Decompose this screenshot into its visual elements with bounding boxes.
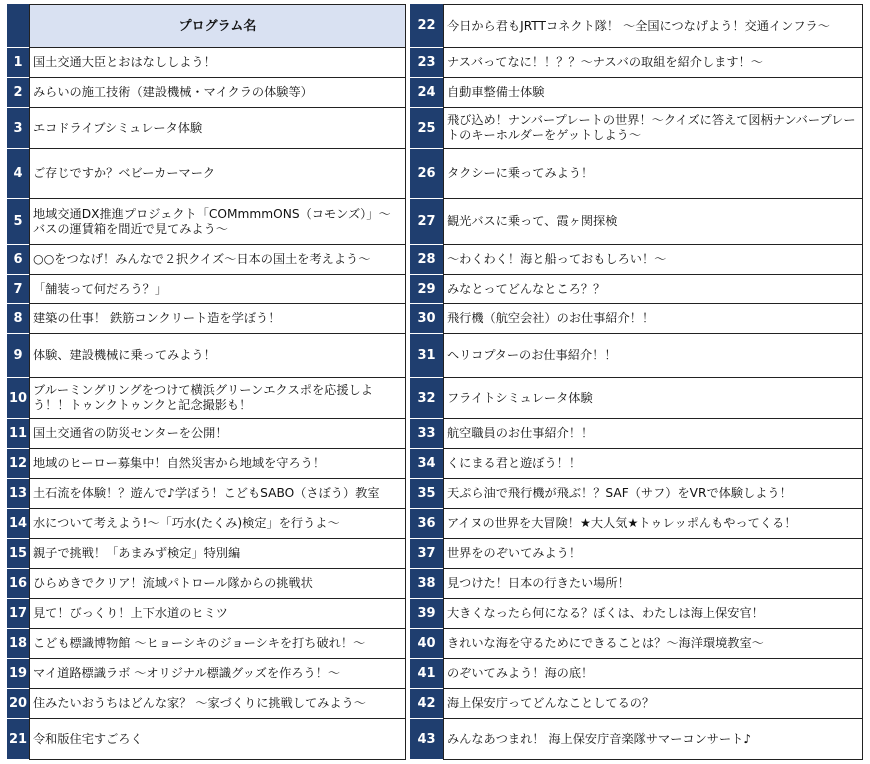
program-name: 国土交通大臣とおはなししよう！ (29, 48, 406, 78)
row-number: 16 (7, 569, 29, 599)
program-name: くにまる君と遊ぼう！！ (443, 449, 863, 479)
row-number: 25 (410, 108, 443, 149)
table-row (410, 659, 863, 689)
table-row (410, 509, 863, 539)
program-name: のぞいてみよう！海の底！ (443, 659, 863, 689)
program-name: 海上保安庁ってどんなことしてるの？ (443, 689, 863, 719)
table-row (410, 245, 863, 275)
program-name: アイヌの世界を大冒険！★大人気★トゥレッポんもやってくる！ (443, 509, 863, 539)
row-number: 22 (410, 4, 443, 48)
row-number: 6 (7, 245, 29, 275)
program-table (7, 4, 863, 760)
row-number: 2 (7, 78, 29, 108)
row-number: 36 (410, 509, 443, 539)
row-number: 28 (410, 245, 443, 275)
row-number: 35 (410, 479, 443, 509)
program-name: ナスバってなに！！？？～ナスバの取組を紹介します！～ (443, 48, 863, 78)
table-header-row (7, 4, 406, 48)
table-row (410, 108, 863, 149)
program-name: 世界をのぞいてみよう！ (443, 539, 863, 569)
program-name: 国土交通省の防災センターを公開！ (29, 419, 406, 449)
row-number: 39 (410, 599, 443, 629)
table-row (410, 304, 863, 334)
table-row (410, 4, 863, 48)
row-number: 19 (7, 659, 29, 689)
program-name: ご存じですか？ベビーカーマーク (29, 149, 406, 199)
program-name: マイ道路標識ラボ ～オリジナル標識グッズを作ろう！～ (29, 659, 406, 689)
row-number: 23 (410, 48, 443, 78)
program-name: きれいな海を守るためにできることは？～海洋環境教室～ (443, 629, 863, 659)
table-row (7, 275, 406, 304)
program-name: 令和版住宅すごろく (29, 719, 406, 760)
program-name: 大きくなったら何になる？ぼくは、わたしは海上保安官！ (443, 599, 863, 629)
table-row (7, 479, 406, 509)
program-name: エコドライブシミュレータ体験 (29, 108, 406, 149)
program-name: 観光バスに乗って、霞ヶ関探検 (443, 199, 863, 245)
program-name: 今日から君もJRTTコネクト隊！ ～全国につなげよう！交通インフラ～ (443, 4, 863, 48)
program-name: ○○をつなげ！みんなで２択クイズ～日本の国土を考えよう～ (29, 245, 406, 275)
header-title: プログラム名 (29, 4, 406, 48)
table-row (7, 599, 406, 629)
program-name: 天ぷら油で飛行機が飛ぶ！？SAF（サフ）をVRで体験しよう！ (443, 479, 863, 509)
program-name: 親子で挑戦！「あまみず検定」特別編 (29, 539, 406, 569)
program-name: 体験、建設機械に乗ってみよう！ (29, 334, 406, 378)
table-row (410, 719, 863, 760)
program-name: 地域交通DX推進プロジェクト「COMmmmONS（コモンズ）」～バスの運賃箱を間近で見てみよう～ (29, 199, 406, 245)
row-number: 38 (410, 569, 443, 599)
row-number: 24 (410, 78, 443, 108)
program-name: 自動車整備士体験 (443, 78, 863, 108)
program-name: 地域のヒーロー募集中！自然災害から地域を守ろう！ (29, 449, 406, 479)
program-name: 見て！びっくり！上下水道のヒミツ (29, 599, 406, 629)
program-name: ブルーミングリングをつけて横浜グリーンエクスポを応援しよう！！トゥンクトゥンクと記念撮影も！ (29, 378, 406, 419)
table-row (410, 78, 863, 108)
table-row (7, 108, 406, 149)
row-number: 3 (7, 108, 29, 149)
table-row (410, 149, 863, 199)
row-number: 13 (7, 479, 29, 509)
program-name: 建築の仕事！ 鉄筋コンクリート造を学ぼう！ (29, 304, 406, 334)
program-name: ～わくわく！海と船っておもしろい！～ (443, 245, 863, 275)
table-row (7, 334, 406, 378)
row-number: 32 (410, 378, 443, 419)
table-row (7, 719, 406, 760)
table-row (7, 449, 406, 479)
table-row (410, 479, 863, 509)
program-name: 見つけた！日本の行きたい場所！ (443, 569, 863, 599)
row-number: 14 (7, 509, 29, 539)
row-number: 31 (410, 334, 443, 378)
table-row (7, 629, 406, 659)
table-row (7, 199, 406, 245)
row-number: 30 (410, 304, 443, 334)
row-number: 43 (410, 719, 443, 760)
program-name: ヘリコプターのお仕事紹介！！ (443, 334, 863, 378)
program-name: 「舗装って何だろう？」 (29, 275, 406, 304)
row-number: 7 (7, 275, 29, 304)
row-number: 33 (410, 419, 443, 449)
row-number: 8 (7, 304, 29, 334)
row-number: 9 (7, 334, 29, 378)
table-row (410, 449, 863, 479)
row-number: 29 (410, 275, 443, 304)
table-row (7, 378, 406, 419)
table-row (7, 48, 406, 78)
row-number: 20 (7, 689, 29, 719)
row-number: 4 (7, 149, 29, 199)
table-row (410, 629, 863, 659)
row-number: 41 (410, 659, 443, 689)
program-name: 航空職員のお仕事紹介！！ (443, 419, 863, 449)
table-row (7, 539, 406, 569)
program-name: みなとってどんなところ？？ (443, 275, 863, 304)
row-number: 10 (7, 378, 29, 419)
row-number: 1 (7, 48, 29, 78)
table-row (410, 539, 863, 569)
program-name: みんなあつまれ！ 海上保安庁音楽隊サマーコンサート♪ (443, 719, 863, 760)
row-number: 37 (410, 539, 443, 569)
row-number: 5 (7, 199, 29, 245)
row-number: 40 (410, 629, 443, 659)
table-row (410, 689, 863, 719)
program-name: みらいの施工技術（建設機械・マイクラの体験等） (29, 78, 406, 108)
table-row (7, 149, 406, 199)
program-name: 住みたいおうちはどんな家？ ～家づくりに挑戦してみよう～ (29, 689, 406, 719)
table-row (7, 569, 406, 599)
program-name: 飛行機（航空会社）のお仕事紹介！！ (443, 304, 863, 334)
program-name: 土石流を体験！？遊んで♪学ぼう！こどもSABO（さぼう）教室 (29, 479, 406, 509)
table-row (7, 245, 406, 275)
program-name: ひらめきでクリア！流域パトロール隊からの挑戦状 (29, 569, 406, 599)
program-name: 水について考えよう!～「巧水(たくみ)検定」を行うよ～ (29, 509, 406, 539)
table-row (7, 509, 406, 539)
row-number: 12 (7, 449, 29, 479)
table-row (410, 199, 863, 245)
table-row (7, 659, 406, 689)
program-name: フライトシミュレータ体験 (443, 378, 863, 419)
row-number: 27 (410, 199, 443, 245)
row-number: 15 (7, 539, 29, 569)
table-row (410, 419, 863, 449)
header-number-cell (7, 4, 29, 48)
table-row (410, 334, 863, 378)
table-row (410, 378, 863, 419)
row-number: 18 (7, 629, 29, 659)
row-number: 17 (7, 599, 29, 629)
table-row (410, 599, 863, 629)
row-number: 26 (410, 149, 443, 199)
row-number: 34 (410, 449, 443, 479)
table-row (410, 569, 863, 599)
table-row (7, 78, 406, 108)
row-number: 11 (7, 419, 29, 449)
program-name: こども標識博物館 ～ヒョーシキのジョーシキを打ち破れ！～ (29, 629, 406, 659)
table-row (410, 48, 863, 78)
table-row (7, 419, 406, 449)
row-number: 21 (7, 719, 29, 760)
row-number: 42 (410, 689, 443, 719)
table-row (7, 304, 406, 334)
table-row (410, 275, 863, 304)
program-name: タクシーに乗ってみよう！ (443, 149, 863, 199)
program-name: 飛び込め！ナンバープレートの世界！～クイズに答えて図柄ナンバープレートのキーホルダーをゲットしよう～ (443, 108, 863, 149)
table-row (7, 689, 406, 719)
